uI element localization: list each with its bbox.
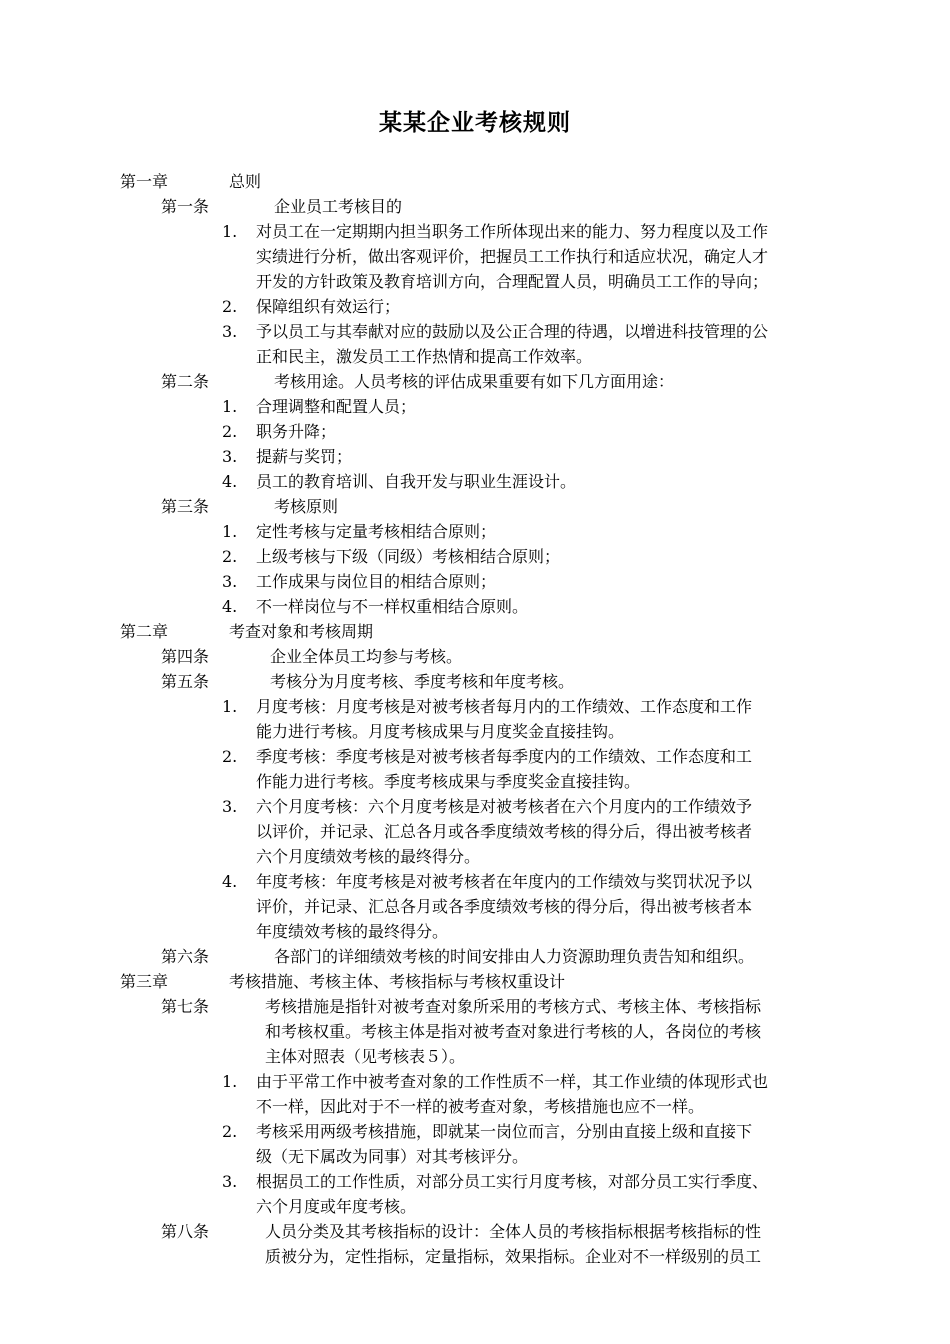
article-label: 第三条 xyxy=(161,497,210,516)
article-label: 第五条 xyxy=(161,672,210,691)
list-item-text: 正和民主，激发员工工作热情和提高工作效率。 xyxy=(256,347,593,366)
list-item-text: 由于平常工作中被考查对象的工作性质不一样，其工作业绩的体现形式也 xyxy=(256,1072,769,1091)
document-title: 某某企业考核规则 xyxy=(379,109,571,136)
list-item-text: 员工的教育培训、自我开发与职业生涯设计。 xyxy=(256,472,577,491)
list-number: 3. xyxy=(222,1172,238,1191)
chapter-title: 考查对象和考核周期 xyxy=(229,622,374,641)
list-item-text: 级（无下属改为同事）对其考核评分。 xyxy=(256,1147,529,1166)
article-label: 第七条 xyxy=(161,997,210,1016)
article-text: 各部门的详细绩效考核的时间安排由人力资源助理负责告知和组织。 xyxy=(274,947,755,966)
list-number: 3. xyxy=(222,797,238,816)
article-label: 第四条 xyxy=(161,647,210,666)
article-text: 企业全体员工均参与考核。 xyxy=(270,647,463,666)
list-item-text: 作能力进行考核。季度考核成果与季度奖金直接挂钩。 xyxy=(256,772,641,791)
list-item-text: 职务升降； xyxy=(256,422,337,441)
list-number: 3. xyxy=(222,572,238,591)
article-text: 质被分为，定性指标，定量指标，效果指标。企业对不一样级别的员工 xyxy=(265,1247,762,1266)
list-number: 2. xyxy=(222,1122,238,1141)
list-item-text: 对员工在一定期期内担当职务工作所体现出来的能力、努力程度以及工作 xyxy=(256,222,769,241)
list-number: 2. xyxy=(222,422,238,441)
list-item-text: 根据员工的工作性质，对部分员工实行月度考核，对部分员工实行季度、 xyxy=(256,1172,769,1191)
list-item-text: 年度考核：年度考核是对被考核者在年度内的工作绩效与奖罚状况予以 xyxy=(256,872,753,891)
list-number: 2. xyxy=(222,547,238,566)
list-item-text: 予以员工与其奉献对应的鼓励以及公正合理的待遇，以增进科技管理的公 xyxy=(256,322,769,341)
list-number: 4. xyxy=(222,597,238,616)
article-text: 考核用途。人员考核的评估成果重要有如下几方面用途： xyxy=(274,372,675,391)
list-number: 3. xyxy=(222,322,238,341)
list-item-text: 合理调整和配置人员； xyxy=(256,397,417,416)
list-item-text: 考核采用两级考核措施，即就某一岗位而言，分别由直接上级和直接下 xyxy=(256,1122,753,1141)
list-number: 1. xyxy=(222,397,238,416)
list-item-text: 六个月度考核：六个月度考核是对被考核者在六个月度内的工作绩效予 xyxy=(256,797,753,816)
list-number: 1. xyxy=(222,222,238,241)
list-item-text: 开发的方针政策及教育培训方向，合理配置人员，明确员工工作的导向； xyxy=(256,272,769,291)
list-item-text: 定性考核与定量考核相结合原则； xyxy=(256,522,497,541)
chapter-label: 第二章 xyxy=(120,622,169,641)
list-item-text: 实绩进行分析，做出客观评价，把握员工工作执行和适应状况，确定人才 xyxy=(256,247,769,266)
list-number: 4. xyxy=(222,872,238,891)
chapter-label: 第三章 xyxy=(120,972,169,991)
article-label: 第二条 xyxy=(161,372,210,391)
list-number: 2. xyxy=(222,747,238,766)
list-item-text: 不一样岗位与不一样权重相结合原则。 xyxy=(256,597,529,616)
list-item-text: 年度绩效考核的最终得分。 xyxy=(256,922,449,941)
list-number: 1. xyxy=(222,1072,238,1091)
list-number: 2. xyxy=(222,297,238,316)
chapter-label: 第一章 xyxy=(120,172,169,191)
list-item-text: 以评价，并记录、汇总各月或各季度绩效考核的得分后，得出被考核者 xyxy=(256,822,753,841)
list-item-text: 能力进行考核。月度考核成果与月度奖金直接挂钩。 xyxy=(256,722,625,741)
list-item-text: 月度考核：月度考核是对被考核者每月内的工作绩效、工作态度和工作 xyxy=(256,697,753,716)
list-item-text: 评价，并记录、汇总各月或各季度绩效考核的得分后，得出被考核者本 xyxy=(256,897,753,916)
article-text: 企业员工考核目的 xyxy=(274,197,403,216)
chapter-title: 考核措施、考核主体、考核指标与考核权重设计 xyxy=(229,972,566,991)
article-text: 和考核权重。考核主体是指对被考查对象进行考核的人，各岗位的考核 xyxy=(265,1022,762,1041)
article-label: 第一条 xyxy=(161,197,210,216)
article-text: 考核原则 xyxy=(274,497,339,516)
list-number: 3. xyxy=(222,447,238,466)
list-item-text: 上级考核与下级（同级）考核相结合原则； xyxy=(256,547,561,566)
list-item-text: 提薪与奖罚； xyxy=(256,447,353,466)
list-item-text: 季度考核：季度考核是对被考核者每季度内的工作绩效、工作态度和工 xyxy=(256,747,753,766)
list-item-text: 六个月度绩效考核的最终得分。 xyxy=(256,847,481,866)
article-text: 人员分类及其考核指标的设计：全体人员的考核指标根据考核指标的性 xyxy=(265,1222,762,1241)
article-text: 考核分为月度考核、季度考核和年度考核。 xyxy=(270,672,575,691)
article-text: 考核措施是指针对被考查对象所采用的考核方式、考核主体、考核指标 xyxy=(265,997,762,1016)
list-item-text: 不一样，因此对于不一样的被考查对象，考核措施也应不一样。 xyxy=(256,1097,705,1116)
list-number: 4. xyxy=(222,472,238,491)
list-item-text: 六个月度或年度考核。 xyxy=(256,1197,417,1216)
chapter-title: 总则 xyxy=(229,172,262,191)
list-number: 1. xyxy=(222,697,238,716)
list-item-text: 工作成果与岗位目的相结合原则； xyxy=(256,572,497,591)
article-text: 主体对照表（见考核表５）。 xyxy=(265,1047,466,1066)
article-label: 第八条 xyxy=(161,1222,210,1241)
article-label: 第六条 xyxy=(161,947,210,966)
list-item-text: 保障组织有效运行； xyxy=(256,297,401,316)
list-number: 1. xyxy=(222,522,238,541)
